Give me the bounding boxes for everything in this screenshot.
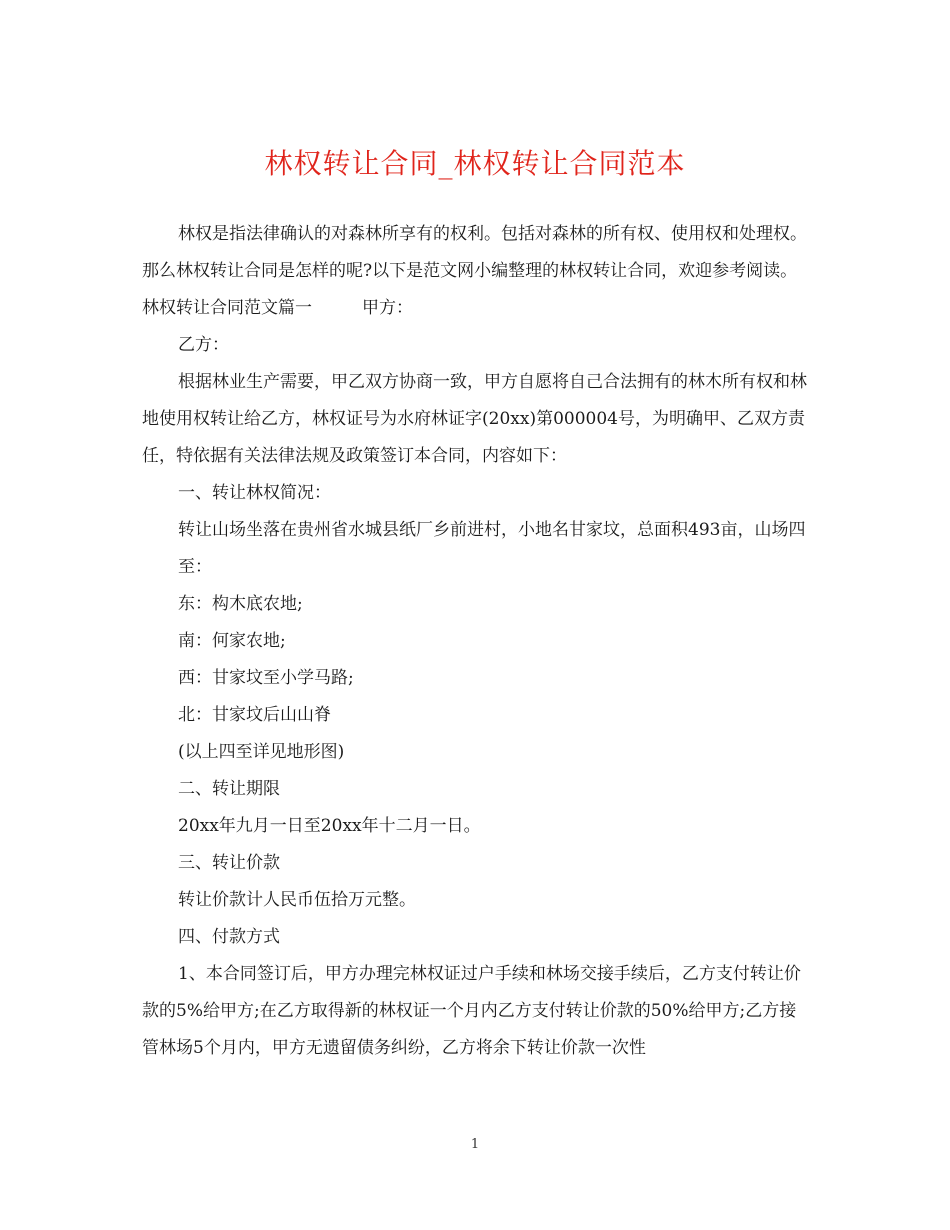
- clause1-heading: 一、转让林权简况：: [178, 483, 331, 503]
- clause4-item1: 1、本合同签订后，甲方办理完林权证过户手续和林场交接手续后，乙方支付转让价款的5%给甲方;在乙方取得新的林权证一个月内乙方支付转让价款的50%给甲方;乙方接管林场5个月内，甲方无遗留债务纠纷，乙方将余下转让价款一次性: [142, 964, 801, 1058]
- boundary-east: 东：构木底农地;: [178, 594, 303, 614]
- document-title: 林权转让合同_林权转让合同范本: [264, 147, 686, 180]
- boundary-note: (以上四至详见地形图): [178, 742, 345, 762]
- boundary-north: 北：甘家坟后山山脊: [178, 705, 331, 725]
- section-title: 林权转让合同范文篇一: [142, 298, 312, 318]
- intro-paragraph: 林权是指法律确认的对森林所享有的权利。包括对森林的所有权、使用权和处理权。那么林权转让合同是怎样的呢?以下是范文网小编整理的林权转让合同，欢迎参考阅读。: [142, 224, 807, 281]
- clause2-heading: 二、转让期限: [178, 779, 280, 799]
- page-number: 1: [470, 1137, 480, 1152]
- clause3-text: 转让价款计人民币伍拾万元整。: [178, 890, 416, 910]
- party-b-label: 乙方：: [178, 335, 229, 355]
- clause4-heading: 四、付款方式: [178, 927, 280, 947]
- preamble-paragraph: 根据林业生产需要，甲乙双方协商一致，甲方自愿将自己合法拥有的林木所有权和林地使用权转让给乙方，林权证号为水府林证字(20xx)第000004号，为明确甲、乙双方责任，特依据有关法律法规及政策签订本合同，内容如下：: [142, 372, 807, 466]
- boundary-south: 南：何家农地;: [178, 631, 286, 651]
- boundary-west: 西：甘家坟至小学马路;: [178, 668, 354, 688]
- clause1-location: 转让山场坐落在贵州省水城县纸厂乡前进村，小地名甘家坟，总面积493亩，山场四至：: [178, 520, 806, 577]
- clause3-heading: 三、转让价款: [178, 853, 280, 873]
- party-a-label: 甲方：: [362, 298, 413, 318]
- clause2-text: 20xx年九月一日至20xx年十二月一日。: [178, 816, 481, 836]
- section-line: [142, 290, 810, 327]
- document-body: [142, 216, 810, 1067]
